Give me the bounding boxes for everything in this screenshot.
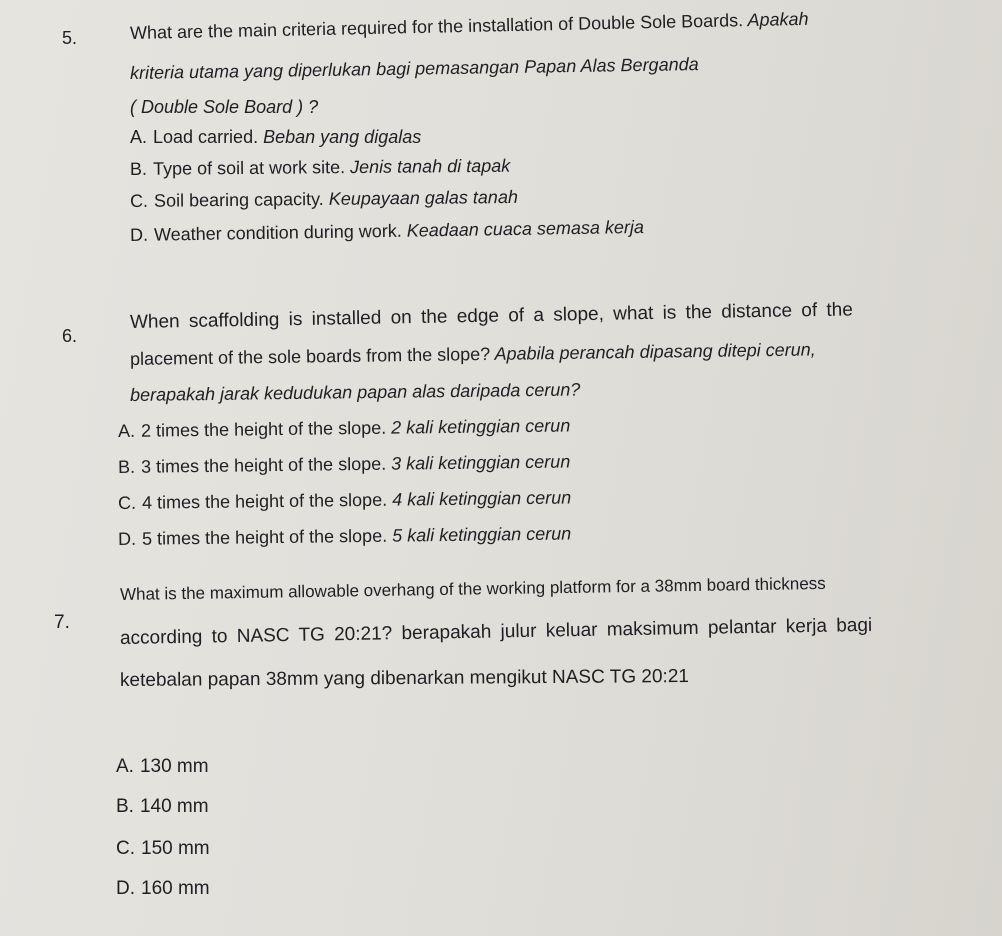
question-text-line: When scaffolding is installed on the edge of a slope, what is the distance of the <box>129 299 854 333</box>
question-text-line: according to NASC TG 20:21? berapakah julur keluar maksimum pelantar kerja bagi <box>119 614 873 649</box>
option-c[interactable]: C. 4 times the height of the slope. 4 kali ketinggian cerun <box>117 487 572 513</box>
question-text-line: berapakah jarak kedudukan papan alas daripada cerun? <box>129 379 581 405</box>
option-d[interactable]: D. 5 times the height of the slope. 5 kali ketinggian cerun <box>117 523 572 549</box>
question-text-en: What are the main criteria required for the installation of Double Sole Boards. <box>129 10 744 43</box>
option-b[interactable]: B. 3 times the height of the slope. 3 kali ketinggian cerun <box>117 451 571 477</box>
option-d[interactable]: D. 160 mm <box>116 878 210 899</box>
question-text-line: What is the maximum allowable overhang of the working platform for a 38mm board thickness <box>119 573 826 604</box>
option-b[interactable]: B. Type of soil at work site. Jenis tanah di tapak <box>129 155 511 179</box>
option-b[interactable]: B. 140 mm <box>116 796 209 817</box>
option-a[interactable]: A. 130 mm <box>116 756 209 777</box>
question-number: 5. <box>62 28 78 48</box>
question-text-ms: Apakah <box>742 8 809 31</box>
option-c[interactable]: C. Soil bearing capacity. Keupayaan galas tanah <box>129 186 519 211</box>
question-text-line: kriteria utama yang diperlukan bagi pemasangan Papan Alas Berganda <box>129 54 699 83</box>
question-number: 6. <box>62 326 78 346</box>
question-text-line: ( Double Sole Board ) ? <box>130 97 319 117</box>
question-number: 7. <box>54 612 70 633</box>
question-text-line: ketebalan papan 38mm yang dibenarkan mengikut NASC TG 20:21 <box>119 666 690 691</box>
option-c[interactable]: C. 150 mm <box>116 838 210 859</box>
question-text-line: placement of the sole boards from the slope? Apabila perancah dipasang ditepi cerun, <box>129 339 816 369</box>
question-text-line <box>130 8 809 44</box>
option-a[interactable]: A. 2 times the height of the slope. 2 kali ketinggian cerun <box>117 415 571 441</box>
option-d[interactable]: D. Weather condition during work. Keadaan cuaca semasa kerja <box>129 216 645 245</box>
option-a[interactable]: A. Load carried. Beban yang digalas <box>130 127 422 147</box>
